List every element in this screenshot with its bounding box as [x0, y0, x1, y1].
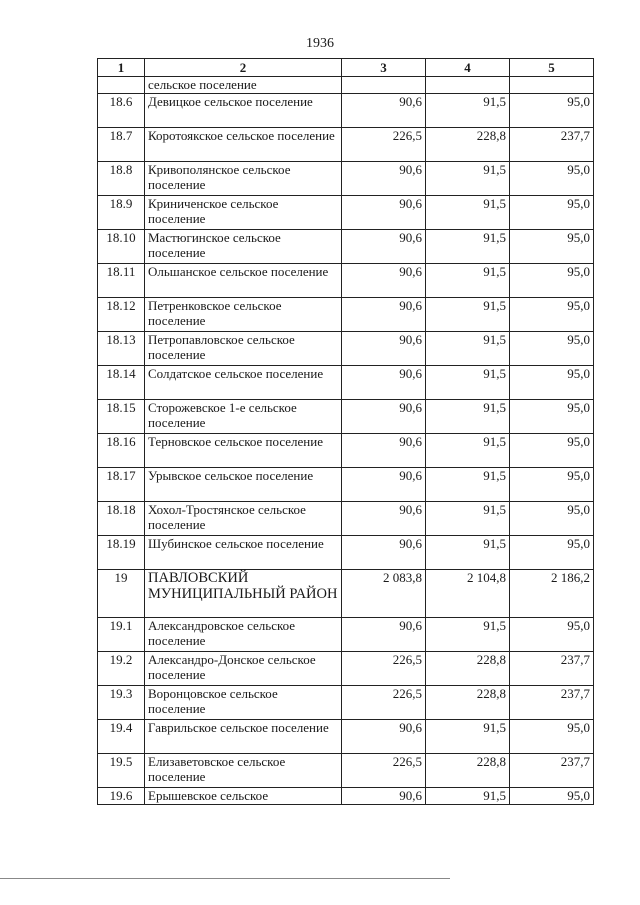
value-col4-cell: 91,5 — [426, 162, 510, 196]
value-col3-cell — [342, 77, 426, 94]
value-col3-cell: 226,5 — [342, 686, 426, 720]
column-header: 1 — [98, 59, 145, 77]
table-row — [98, 686, 594, 720]
value-col3-cell: 90,6 — [342, 468, 426, 502]
table-row — [98, 332, 594, 366]
table-row — [98, 536, 594, 570]
row-number-cell: 18.6 — [98, 94, 145, 128]
column-header: 2 — [145, 59, 342, 77]
settlement-name-cell: Мастюгинское сельское поселение — [145, 230, 342, 264]
table-row — [98, 754, 594, 788]
value-col3-cell: 90,6 — [342, 434, 426, 468]
value-col4-cell: 91,5 — [426, 400, 510, 434]
settlement-name-cell: Петренковское сельское поселение — [145, 298, 342, 332]
settlement-name-cell: Терновское сельское поселение — [145, 434, 342, 468]
row-number-cell: 19.3 — [98, 686, 145, 720]
value-col3-cell: 90,6 — [342, 264, 426, 298]
value-col3-cell: 90,6 — [342, 788, 426, 805]
value-col4-cell: 2 104,8 — [426, 570, 510, 618]
row-number-cell: 18.18 — [98, 502, 145, 536]
settlement-name-cell: Петропавловское сельское поселение — [145, 332, 342, 366]
settlement-name-cell: Коротоякское сельское поселение — [145, 128, 342, 162]
value-col5-cell: 95,0 — [510, 162, 594, 196]
settlement-name-cell: Шубинское сельское поселение — [145, 536, 342, 570]
value-col3-cell: 90,6 — [342, 366, 426, 400]
value-col5-cell: 237,7 — [510, 754, 594, 788]
value-col3-cell: 90,6 — [342, 298, 426, 332]
value-col3-cell: 226,5 — [342, 652, 426, 686]
row-number-cell: 18.8 — [98, 162, 145, 196]
value-col3-cell: 90,6 — [342, 400, 426, 434]
table-row — [98, 366, 594, 400]
table-row — [98, 128, 594, 162]
row-number-cell: 19.2 — [98, 652, 145, 686]
value-col4-cell: 228,8 — [426, 652, 510, 686]
value-col3-cell: 90,6 — [342, 502, 426, 536]
row-number-cell: 18.15 — [98, 400, 145, 434]
value-col4-cell: 91,5 — [426, 788, 510, 805]
table-row — [98, 400, 594, 434]
table-row — [98, 788, 594, 805]
row-number-cell: 18.13 — [98, 332, 145, 366]
value-col4-cell: 91,5 — [426, 298, 510, 332]
settlement-name-cell: Криниченское сельское поселение — [145, 196, 342, 230]
settlement-name-cell: ПАВЛОВСКИЙ МУНИЦИПАЛЬНЫЙ РАЙОН — [145, 570, 342, 618]
table-row — [98, 77, 594, 94]
value-col4-cell: 91,5 — [426, 434, 510, 468]
value-col4-cell: 91,5 — [426, 332, 510, 366]
value-col3-cell: 2 083,8 — [342, 570, 426, 618]
value-col3-cell: 90,6 — [342, 230, 426, 264]
value-col4-cell: 91,5 — [426, 196, 510, 230]
value-col5-cell: 95,0 — [510, 332, 594, 366]
value-col3-cell: 90,6 — [342, 162, 426, 196]
data-table — [97, 58, 594, 805]
value-col3-cell: 90,6 — [342, 536, 426, 570]
value-col4-cell: 91,5 — [426, 502, 510, 536]
settlement-name-cell: Александро-Донское сельское поселение — [145, 652, 342, 686]
table-row — [98, 434, 594, 468]
column-header: 5 — [510, 59, 594, 77]
settlement-name-cell: Хохол-Тростянское сельское поселение — [145, 502, 342, 536]
value-col3-cell: 90,6 — [342, 94, 426, 128]
table-row — [98, 162, 594, 196]
table-row — [98, 652, 594, 686]
row-number-cell: 19.5 — [98, 754, 145, 788]
value-col5-cell: 95,0 — [510, 468, 594, 502]
column-header: 3 — [342, 59, 426, 77]
row-number-cell: 19.4 — [98, 720, 145, 754]
table-row — [98, 720, 594, 754]
footer-rule — [0, 878, 450, 879]
page-number: 1936 — [306, 36, 334, 51]
value-col5-cell: 95,0 — [510, 434, 594, 468]
table-row — [98, 264, 594, 298]
table-row — [98, 196, 594, 230]
settlement-name-cell: Елизаветовское сельское поселение — [145, 754, 342, 788]
value-col5-cell: 95,0 — [510, 536, 594, 570]
settlement-name-cell: Сторожевское 1-е сельское поселение — [145, 400, 342, 434]
settlement-name-cell: Урывское сельское поселение — [145, 468, 342, 502]
value-col5-cell: 95,0 — [510, 94, 594, 128]
value-col4-cell: 91,5 — [426, 366, 510, 400]
value-col3-cell: 90,6 — [342, 618, 426, 652]
table-body — [98, 77, 594, 805]
value-col4-cell: 228,8 — [426, 686, 510, 720]
settlement-name-cell: Гаврильское сельское поселение — [145, 720, 342, 754]
value-col5-cell: 95,0 — [510, 298, 594, 332]
value-col5-cell: 95,0 — [510, 196, 594, 230]
value-col5-cell: 95,0 — [510, 230, 594, 264]
table-row — [98, 502, 594, 536]
value-col4-cell: 91,5 — [426, 264, 510, 298]
row-number-cell: 18.7 — [98, 128, 145, 162]
row-number-cell: 18.19 — [98, 536, 145, 570]
settlement-name-cell: Александровское сельское поселение — [145, 618, 342, 652]
value-col5-cell: 95,0 — [510, 502, 594, 536]
row-number-cell: 18.14 — [98, 366, 145, 400]
value-col4-cell: 91,5 — [426, 536, 510, 570]
row-number-cell: 19.1 — [98, 618, 145, 652]
value-col3-cell: 90,6 — [342, 196, 426, 230]
value-col5-cell: 237,7 — [510, 128, 594, 162]
value-col4-cell: 91,5 — [426, 230, 510, 264]
table-row — [98, 468, 594, 502]
header-row — [98, 59, 594, 77]
value-col5-cell: 237,7 — [510, 686, 594, 720]
settlement-name-cell: сельское поселение — [145, 77, 342, 94]
value-col5-cell — [510, 77, 594, 94]
value-col5-cell: 95,0 — [510, 400, 594, 434]
column-header: 4 — [426, 59, 510, 77]
table-row — [98, 618, 594, 652]
table-row — [98, 570, 594, 618]
row-number-cell: 18.11 — [98, 264, 145, 298]
value-col5-cell: 95,0 — [510, 788, 594, 805]
settlement-name-cell: Ерышевское сельское — [145, 788, 342, 805]
settlement-name-cell: Кривополянское сельское поселение — [145, 162, 342, 196]
value-col4-cell: 91,5 — [426, 94, 510, 128]
value-col4-cell: 91,5 — [426, 468, 510, 502]
row-number-cell: 19.6 — [98, 788, 145, 805]
value-col3-cell: 90,6 — [342, 332, 426, 366]
row-number-cell: 18.10 — [98, 230, 145, 264]
table-row — [98, 298, 594, 332]
value-col3-cell: 226,5 — [342, 128, 426, 162]
row-number-cell: 18.16 — [98, 434, 145, 468]
table-row — [98, 230, 594, 264]
value-col4-cell: 91,5 — [426, 720, 510, 754]
value-col3-cell: 90,6 — [342, 720, 426, 754]
row-number-cell: 18.17 — [98, 468, 145, 502]
value-col4-cell — [426, 77, 510, 94]
settlement-name-cell: Ольшанское сельское поселение — [145, 264, 342, 298]
value-col5-cell: 2 186,2 — [510, 570, 594, 618]
value-col5-cell: 95,0 — [510, 618, 594, 652]
value-col4-cell: 228,8 — [426, 128, 510, 162]
row-number-cell — [98, 77, 145, 94]
value-col5-cell: 95,0 — [510, 720, 594, 754]
value-col5-cell: 237,7 — [510, 652, 594, 686]
value-col4-cell: 228,8 — [426, 754, 510, 788]
row-number-cell: 19 — [98, 570, 145, 618]
table-row — [98, 94, 594, 128]
value-col3-cell: 226,5 — [342, 754, 426, 788]
value-col5-cell: 95,0 — [510, 366, 594, 400]
row-number-cell: 18.9 — [98, 196, 145, 230]
value-col5-cell: 95,0 — [510, 264, 594, 298]
row-number-cell: 18.12 — [98, 298, 145, 332]
settlement-name-cell: Воронцовское сельское поселение — [145, 686, 342, 720]
value-col4-cell: 91,5 — [426, 618, 510, 652]
settlement-name-cell: Солдатское сельское поселение — [145, 366, 342, 400]
settlement-name-cell: Девицкое сельское поселение — [145, 94, 342, 128]
